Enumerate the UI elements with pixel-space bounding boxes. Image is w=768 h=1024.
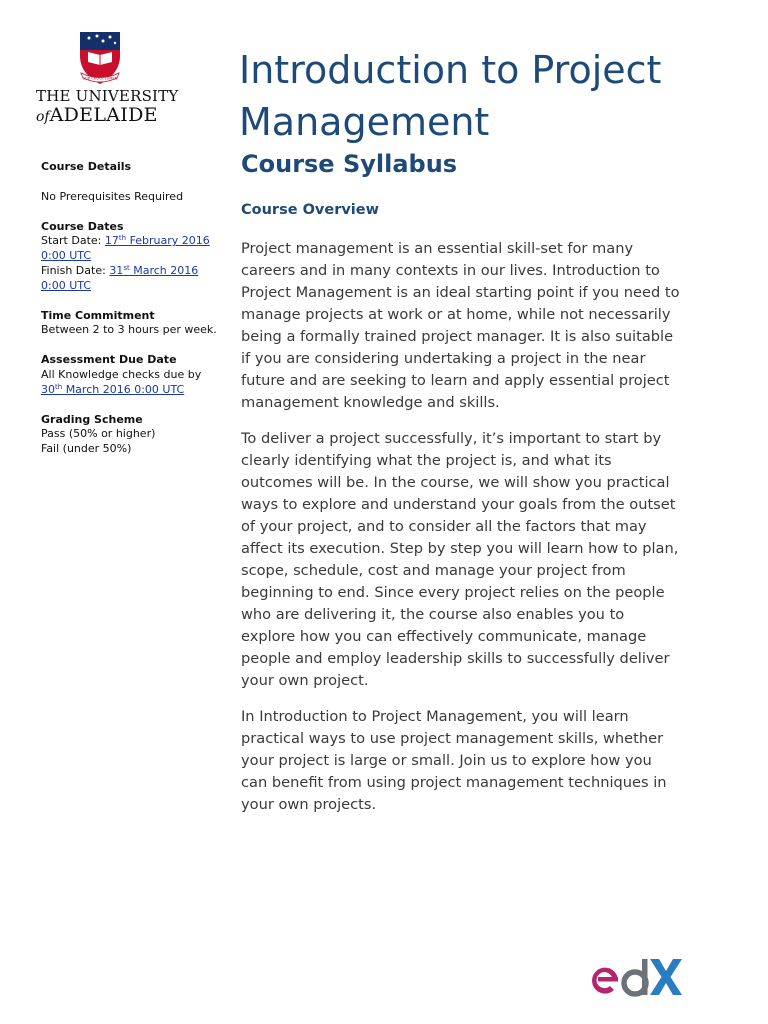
- assessment-text: All Knowledge checks due by: [41, 367, 202, 381]
- finish-date-month: March 2016: [133, 263, 199, 277]
- start-date-month: February 2016: [129, 234, 210, 248]
- assessment-date-link[interactable]: [41, 383, 184, 396]
- grading-pass: Pass (50% or higher): [41, 427, 156, 441]
- course-dates-section: [41, 220, 221, 294]
- edx-logo-icon: [592, 957, 684, 999]
- page-title-line1: Introduction to Project: [239, 48, 662, 92]
- page-title: [239, 44, 739, 148]
- course-syllabus-heading: Course Syllabus: [241, 150, 458, 178]
- start-date-label: Start Date:: [41, 234, 102, 248]
- finish-date-day: 31: [109, 263, 124, 277]
- course-overview-heading: Course Overview: [241, 202, 380, 218]
- prerequisites-text: No Prerequisites Required: [41, 189, 184, 203]
- logo-adelaide-text: [36, 104, 158, 126]
- start-date-day: 17: [104, 234, 119, 248]
- university-logo: [32, 30, 179, 130]
- assessment-date-suffix: th: [55, 382, 63, 391]
- university-crest-icon: [77, 30, 123, 86]
- grading-heading: Grading Scheme: [41, 412, 143, 426]
- course-details-section: [41, 160, 221, 205]
- overview-paragraph-3: In Introduction to Project Management, you will learn practical ways to use project management skills, whether your project is large or small. Join us to explore how you can benefit from using project management techniques in your own projects.: [241, 708, 667, 813]
- grading-fail: Fail (under 50%): [41, 442, 132, 456]
- grading-section: [41, 413, 221, 457]
- time-commitment-heading: Time Commitment: [41, 308, 155, 322]
- page-title-line2: Management: [239, 100, 490, 144]
- time-commitment-section: [41, 309, 221, 339]
- start-date-row: [41, 234, 221, 249]
- start-time-link[interactable]: 0:00 UTC: [41, 249, 92, 263]
- assessment-section: [41, 353, 221, 397]
- overview-paragraph-2: To deliver a project successfully, it’s important to start by clearly identifying what the project is, and what its outcomes will be. In the course, we will show you practical ways to explore and understand your goals from the outset of your project, and to consider all the factors that may affect its execution. Step by step you will learn how to plan, scope, schedule, cost and manage your project from beginning to end. Since every project relies on the people who are delivering it, the course also enables you to explore how you can effectively communicate, manage people and employ leadership skills to successfully deliver your own project.: [241, 430, 679, 689]
- course-details-sidebar: [41, 160, 221, 472]
- course-details-heading: Course Details: [41, 160, 132, 173]
- course-dates-heading: Course Dates: [41, 219, 124, 233]
- time-commitment-text: Between 2 to 3 hours per week.: [41, 323, 217, 337]
- finish-time-link[interactable]: 0:00 UTC: [41, 278, 92, 292]
- overview-body: [241, 238, 681, 830]
- logo-adelaide-word: ADELAIDE: [49, 104, 158, 126]
- start-date-link[interactable]: [105, 234, 210, 247]
- crest-motto: SUB CRUCE LUMEN: [82, 76, 118, 81]
- logo-of-text: of: [36, 109, 50, 125]
- overview-paragraph-1: Project management is an essential skill-set for many careers and in many contexts in our lives. Introduction to Project Management is an ideal starting point if you need to manage projects at work or at home, while not necessarily being a formally trained project manager. It is also suitable if you are considering undertaking a project in the near future and are seeking to learn and apply essential project management knowledge and skills.: [241, 240, 680, 411]
- finish-date-link[interactable]: [109, 264, 198, 277]
- assessment-date-rest: March 2016 0:00 UTC: [65, 382, 185, 396]
- assessment-date-day: 30: [41, 382, 55, 396]
- logo-university-text: THE UNIVERSITY: [36, 87, 179, 105]
- assessment-heading: Assessment Due Date: [41, 353, 177, 367]
- start-date-suffix: th: [118, 234, 127, 243]
- finish-date-label: Finish Date:: [41, 263, 106, 277]
- finish-date-suffix: st: [123, 263, 130, 272]
- finish-date-row: [41, 264, 221, 279]
